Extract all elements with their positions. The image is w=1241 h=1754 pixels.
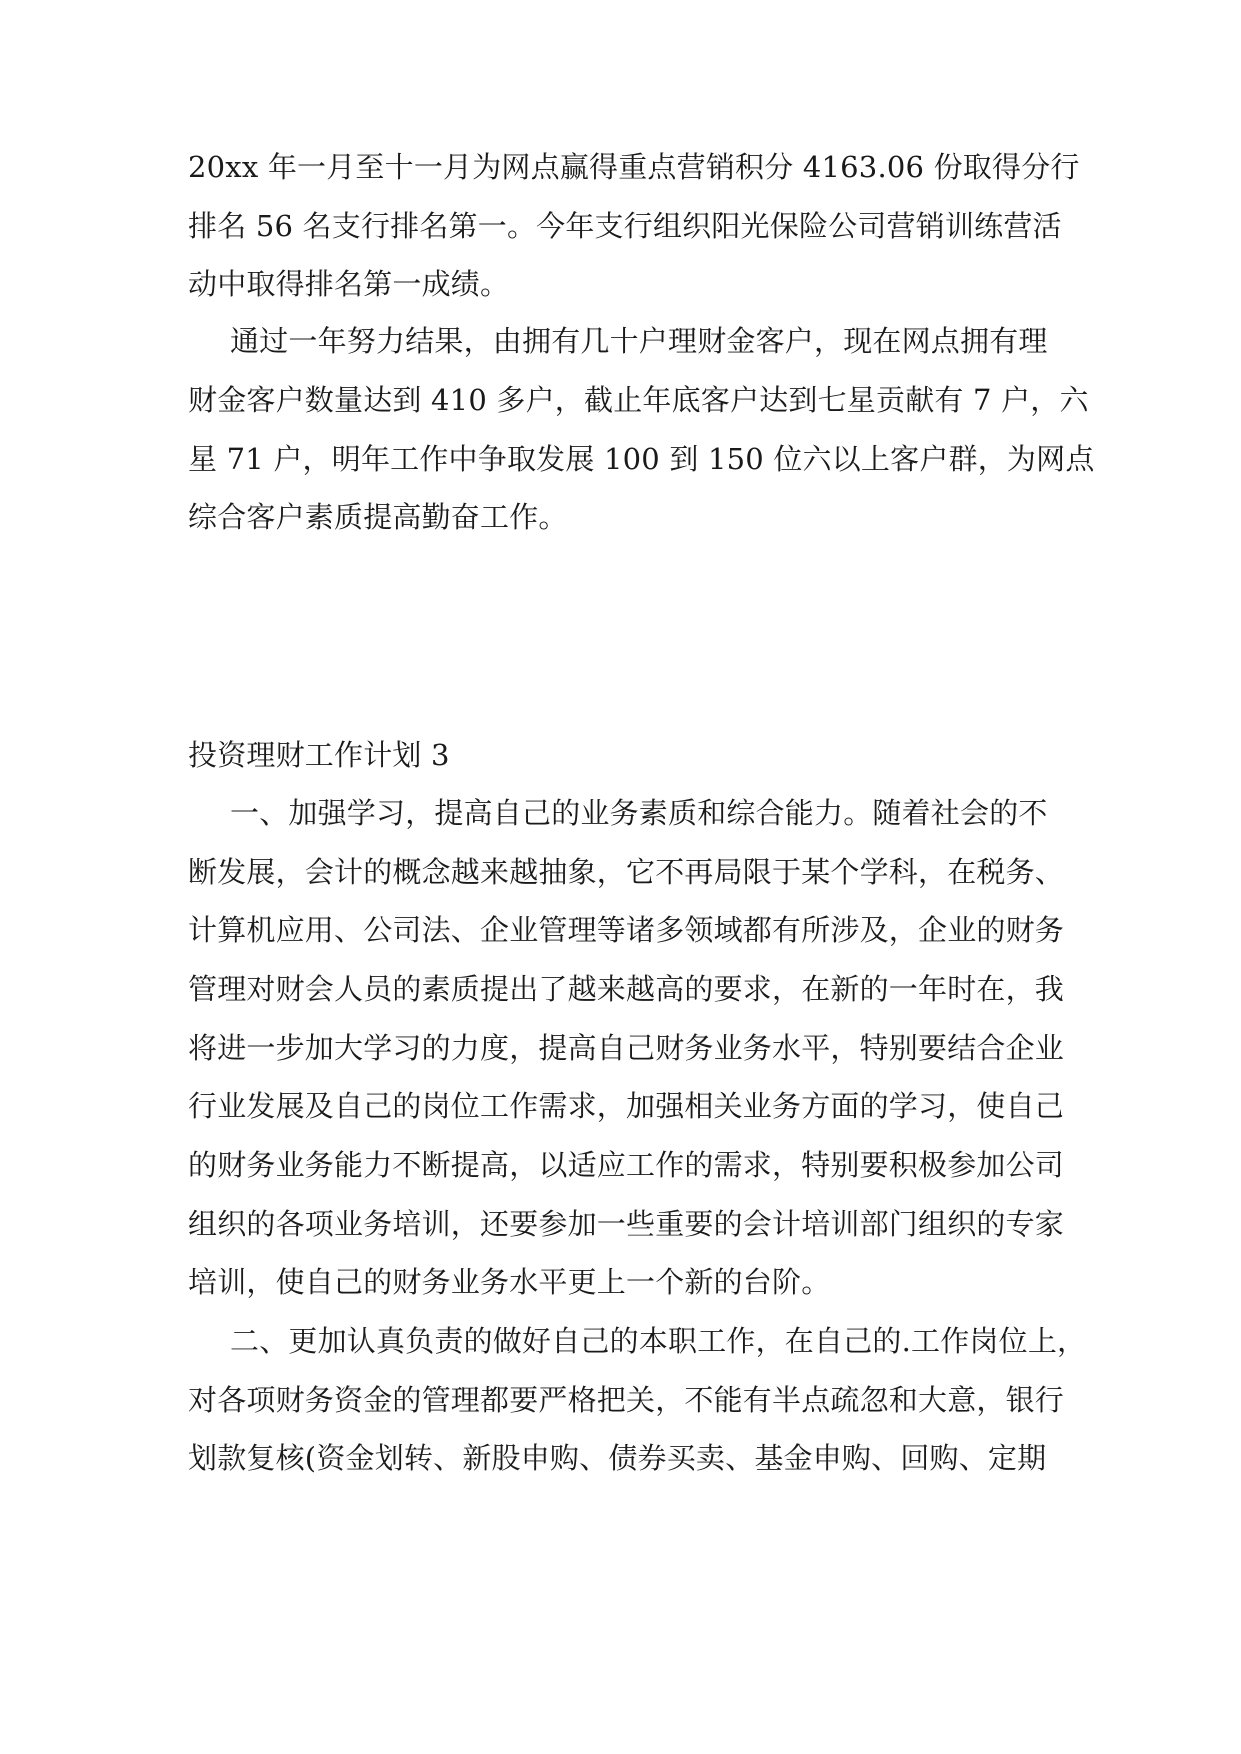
- paragraph-line: 排名 56 名支行排名第一。今年支行组织阳光保险公司营销训练营活: [188, 209, 1062, 243]
- paragraph-line: 管理对财会人员的素质提出了越来越高的要求，在新的一年时在，我: [188, 972, 1065, 1006]
- paragraph-line: 断发展，会计的概念越来越抽象，它不再局限于某个学科，在税务、: [188, 855, 1065, 889]
- paragraph-line: 组织的各项业务培训，还要参加一些重要的会计培训部门组织的专家: [188, 1207, 1065, 1241]
- paragraph-line: 二、更加认真负责的做好自己的本职工作，在自己的.工作岗位上，: [230, 1324, 1087, 1358]
- paragraph-line: 综合客户素质提高勤奋工作。: [188, 500, 568, 534]
- paragraph-line: 20xx 年一月至十一月为网点赢得重点营销积分 4163.06 份取得分行: [188, 150, 1080, 184]
- paragraph-line: 动中取得排名第一成绩。: [188, 267, 510, 301]
- paragraph-line: 计算机应用、公司法、企业管理等诸多领域都有所涉及，企业的财务: [188, 913, 1065, 947]
- paragraph-line: 对各项财务资金的管理都要严格把关，不能有半点疏忽和大意，银行: [188, 1383, 1065, 1417]
- paragraph-line: 将进一步加大学习的力度，提高自己财务业务水平，特别要结合企业: [188, 1031, 1065, 1065]
- paragraph-line: 培训，使自己的财务业务水平更上一个新的台阶。: [188, 1265, 831, 1299]
- paragraph-line: 通过一年努力结果，由拥有几十户理财金客户，现在网点拥有理: [230, 324, 1048, 358]
- paragraph-line: 一、加强学习，提高自己的业务素质和综合能力。随着社会的不: [230, 796, 1048, 830]
- paragraph-line: 星 71 户，明年工作中争取发展 100 到 150 位六以上客户群，为网点: [188, 442, 1095, 476]
- paragraph-line: 的财务业务能力不断提高，以适应工作的需求，特别要积极参加公司: [188, 1148, 1065, 1182]
- paragraph-line: 划款复核(资金划转、新股申购、债券买卖、基金申购、回购、定期: [188, 1441, 1047, 1475]
- section-heading: 投资理财工作计划 3: [188, 738, 450, 772]
- paragraph-line: 财金客户数量达到 410 多户，截止年底客户达到七星贡献有 7 户，六: [188, 383, 1089, 417]
- paragraph-line: 行业发展及自己的岗位工作需求，加强相关业务方面的学习，使自己: [188, 1089, 1065, 1123]
